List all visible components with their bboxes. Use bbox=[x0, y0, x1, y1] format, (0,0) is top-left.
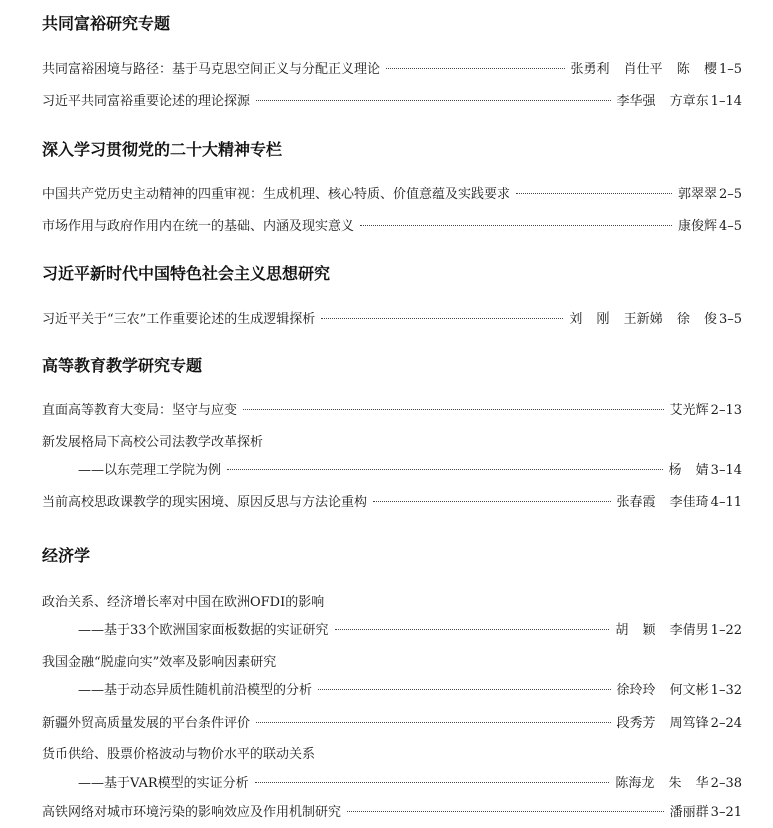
entry-authors: 张春霞 李佳琦 bbox=[616, 495, 709, 510]
entry-pages: 4–11 bbox=[710, 495, 742, 510]
entry-title: 市场作用与政府作用内在统一的基础、内涵及现实意义 bbox=[42, 219, 355, 234]
section-heading: 习近平新时代中国特色社会主义思想研究 bbox=[42, 264, 331, 283]
entry-title: 习近平共同富裕重要论述的理论探源 bbox=[42, 94, 251, 109]
leader-dots bbox=[318, 689, 611, 690]
entry-authors: 郭翠翠 bbox=[677, 187, 717, 202]
leader-dots bbox=[373, 501, 611, 502]
entry-authors: 潘丽群 bbox=[669, 805, 709, 820]
leader-dots bbox=[256, 722, 611, 723]
entry-pages: 3–5 bbox=[718, 312, 742, 327]
entry-authors: 李华强 方章东 bbox=[616, 94, 709, 109]
entry-pages: 2–5 bbox=[718, 187, 742, 202]
toc-entry[interactable] bbox=[42, 59, 742, 81]
entry-title: 中国共产党历史主动精神的四重审视：生成机理、核心特质、价值意蕴及实践要求 bbox=[42, 187, 511, 202]
entry-pages: 3–21 bbox=[710, 805, 742, 820]
entry-title[interactable]: 政治关系、经济增长率对中国在欧洲OFDI的影响 bbox=[42, 595, 325, 610]
section-heading: 经济学 bbox=[42, 546, 91, 565]
leader-dots bbox=[347, 811, 664, 812]
section-heading: 共同富裕研究专题 bbox=[42, 14, 171, 33]
entry-authors: 张勇利 肖仕平 陈 樱 bbox=[570, 62, 717, 77]
entry-authors: 康俊辉 bbox=[677, 219, 717, 234]
entry-pages: 4–5 bbox=[718, 219, 742, 234]
entry-title: 新疆外贸高质量发展的平台条件评价 bbox=[42, 716, 251, 731]
toc-entry[interactable] bbox=[42, 400, 742, 422]
entry-authors: 艾光辉 bbox=[669, 403, 709, 418]
entry-subtitle: ——基于动态异质性随机前沿模型的分析 bbox=[78, 683, 313, 698]
toc-entry[interactable] bbox=[42, 184, 742, 206]
leader-dots bbox=[516, 193, 672, 194]
entry-pages: 3–14 bbox=[710, 463, 742, 478]
entry-title: 共同富裕困境与路径：基于马克思空间正义与分配正义理论 bbox=[42, 62, 381, 77]
entry-pages: 2–38 bbox=[710, 776, 742, 791]
section-heading: 深入学习贯彻党的二十大精神专栏 bbox=[42, 140, 283, 159]
leader-dots bbox=[360, 225, 672, 226]
toc-entry[interactable] bbox=[42, 91, 742, 113]
toc-entry[interactable] bbox=[42, 492, 742, 514]
leader-dots bbox=[243, 409, 664, 410]
entry-title[interactable]: 货币供给、股票价格波动与物价水平的联动关系 bbox=[42, 747, 316, 762]
toc-entry-subtitle[interactable] bbox=[78, 620, 742, 642]
entry-pages: 1–32 bbox=[710, 683, 742, 698]
entry-title: 当前高校思政课教学的现实困境、原因反思与方法论重构 bbox=[42, 495, 368, 510]
entry-title: 直面高等教育大变局：坚守与应变 bbox=[42, 403, 238, 418]
leader-dots bbox=[256, 100, 611, 101]
toc-entry[interactable] bbox=[42, 216, 742, 238]
toc-entry[interactable] bbox=[42, 713, 742, 735]
leader-dots bbox=[255, 782, 610, 783]
entry-pages: 2–13 bbox=[710, 403, 742, 418]
toc-entry[interactable] bbox=[42, 802, 742, 824]
entry-authors: 徐玲玲 何文彬 bbox=[616, 683, 709, 698]
entry-title[interactable]: 新发展格局下高校公司法教学改革探析 bbox=[42, 435, 264, 450]
entry-authors: 陈海龙 朱 华 bbox=[615, 776, 709, 791]
entry-title[interactable]: 我国金融“脱虚向实”效率及影响因素研究 bbox=[42, 655, 277, 670]
section-heading: 高等教育教学研究专题 bbox=[42, 356, 203, 375]
leader-dots bbox=[386, 68, 565, 69]
entry-title: 高铁网络对城市环境污染的影响效应及作用机制研究 bbox=[42, 805, 342, 820]
entry-subtitle: ——以东莞理工学院为例 bbox=[78, 463, 222, 478]
entry-authors: 段秀芳 周笃锋 bbox=[616, 716, 709, 731]
toc-entry[interactable] bbox=[42, 309, 742, 331]
toc-entry-subtitle[interactable] bbox=[78, 773, 742, 795]
entry-authors: 胡 颖 李倩男 bbox=[615, 623, 709, 638]
entry-subtitle: ——基于VAR模型的实证分析 bbox=[78, 776, 249, 791]
entry-title: 习近平关于“三农”工作重要论述的生成逻辑探析 bbox=[42, 312, 316, 327]
leader-dots bbox=[321, 318, 563, 319]
entry-pages: 1–14 bbox=[710, 94, 742, 109]
leader-dots bbox=[227, 469, 663, 470]
leader-dots bbox=[335, 629, 610, 630]
entry-authors: 刘 刚 王新娣 徐 俊 bbox=[569, 312, 717, 327]
toc-entry-subtitle[interactable] bbox=[78, 460, 742, 482]
entry-pages: 1–5 bbox=[718, 62, 742, 77]
entry-pages: 2–24 bbox=[710, 716, 742, 731]
entry-subtitle: ——基于33个欧洲国家面板数据的实证研究 bbox=[78, 623, 329, 638]
entry-authors: 杨 婧 bbox=[668, 463, 709, 478]
entry-pages: 1–22 bbox=[710, 623, 742, 638]
toc-entry-subtitle[interactable] bbox=[78, 680, 742, 702]
